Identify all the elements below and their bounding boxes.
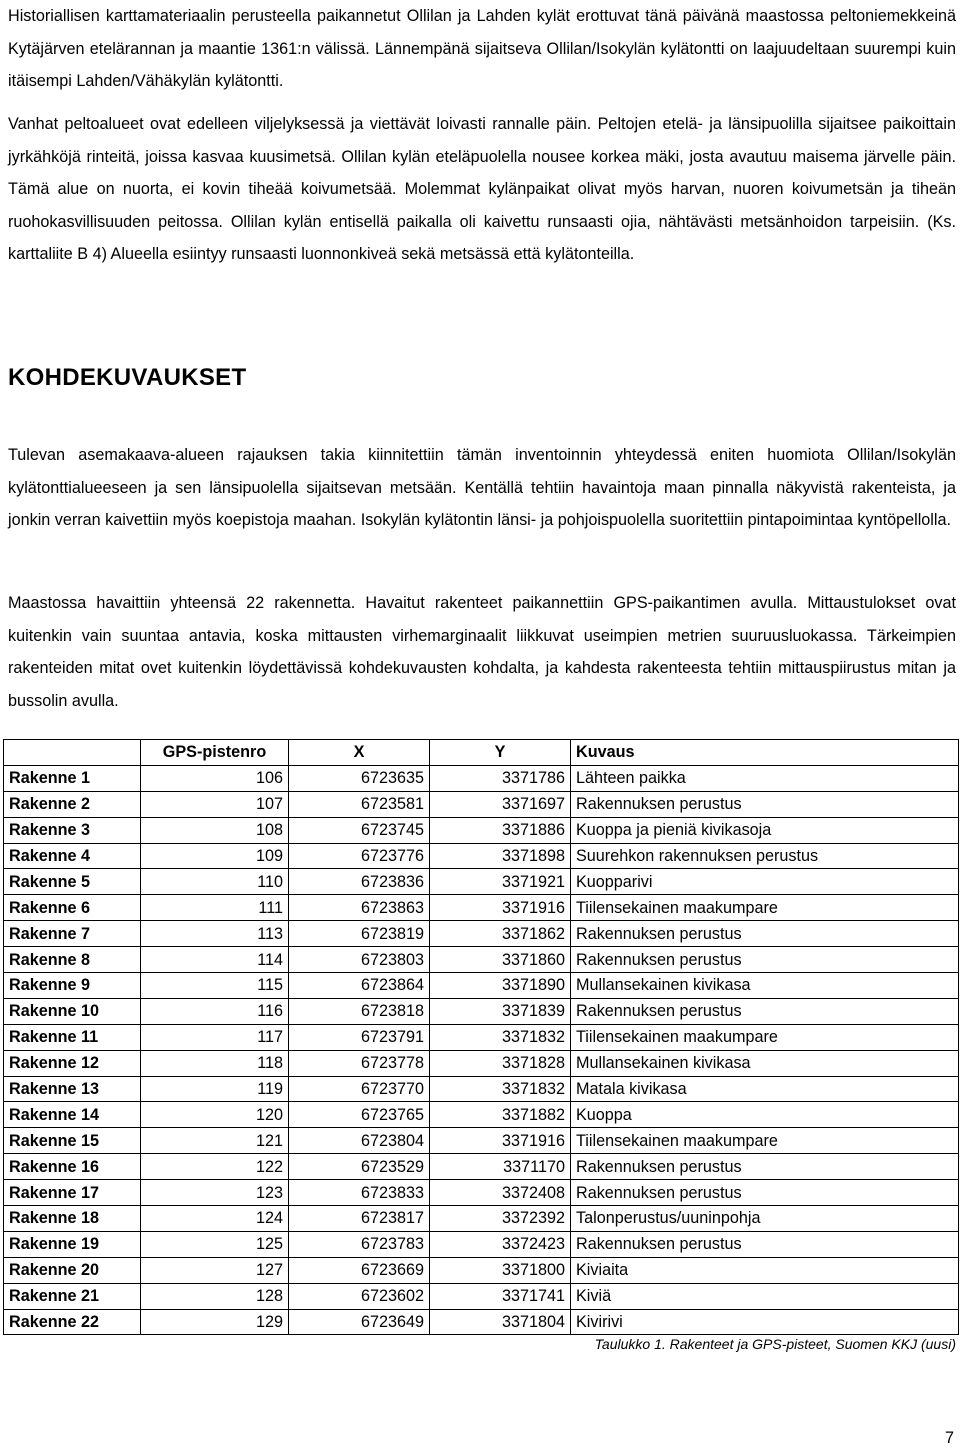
cell-kuvaus: Kiviaita <box>571 1257 959 1283</box>
cell-y: 3371804 <box>430 1309 571 1335</box>
table-row <box>4 1102 959 1128</box>
table-body <box>4 765 959 1335</box>
paragraph-intro: Historiallisen karttamateriaalin perusteella paikannetut Ollilan ja Lahden kylät erottuvat tänä päivänä maastossa peltoniemekkeinä Kytäjärven etelärannan ja maantie 1361:n välissä. Lännempänä sijaitseva Ollilan/Isokylän kylätontti on laajuudeltaan suurempi kuin itäisempi Lahden/Vähäkylän kylätontti. <box>8 7 956 90</box>
cell-gps: 115 <box>141 973 289 999</box>
cell-kuvaus: Rakennuksen perustus <box>571 998 959 1024</box>
cell-name: Rakenne 3 <box>4 817 141 843</box>
table-row <box>4 1180 959 1206</box>
cell-x: 6723863 <box>289 895 430 921</box>
cell-gps: 114 <box>141 947 289 973</box>
table-row <box>4 1231 959 1257</box>
cell-kuvaus: Tiilensekainen maakumpare <box>571 1128 959 1154</box>
cell-kuvaus: Tiilensekainen maakumpare <box>571 1024 959 1050</box>
cell-name: Rakenne 11 <box>4 1024 141 1050</box>
table-header-row <box>4 740 959 766</box>
cell-x: 6723833 <box>289 1180 430 1206</box>
cell-name: Rakenne 7 <box>4 921 141 947</box>
cell-y: 3372408 <box>430 1180 571 1206</box>
cell-kuvaus: Tiilensekainen maakumpare <box>571 895 959 921</box>
cell-gps: 127 <box>141 1257 289 1283</box>
cell-y: 3371832 <box>430 1024 571 1050</box>
cell-gps: 107 <box>141 791 289 817</box>
cell-gps: 108 <box>141 817 289 843</box>
table-row <box>4 1206 959 1232</box>
table-row <box>4 765 959 791</box>
table-row <box>4 921 959 947</box>
cell-gps: 122 <box>141 1154 289 1180</box>
cell-gps: 129 <box>141 1309 289 1335</box>
cell-x: 6723635 <box>289 765 430 791</box>
table-row <box>4 869 959 895</box>
cell-x: 6723804 <box>289 1128 430 1154</box>
cell-kuvaus: Kiviä <box>571 1283 959 1309</box>
cell-y: 3371898 <box>430 843 571 869</box>
cell-y: 3371882 <box>430 1102 571 1128</box>
table-row <box>4 1128 959 1154</box>
cell-x: 6723745 <box>289 817 430 843</box>
table-row <box>4 973 959 999</box>
cell-name: Rakenne 12 <box>4 1050 141 1076</box>
cell-name: Rakenne 8 <box>4 947 141 973</box>
cell-kuvaus: Kivirivi <box>571 1309 959 1335</box>
cell-y: 3372392 <box>430 1206 571 1232</box>
cell-kuvaus: Kuoppa <box>571 1102 959 1128</box>
cell-gps: 116 <box>141 998 289 1024</box>
header-x: X <box>289 740 430 766</box>
cell-kuvaus: Rakennuksen perustus <box>571 947 959 973</box>
cell-gps: 118 <box>141 1050 289 1076</box>
cell-kuvaus: Kuoppa ja pieniä kivikasoja <box>571 817 959 843</box>
cell-gps: 120 <box>141 1102 289 1128</box>
cell-x: 6723581 <box>289 791 430 817</box>
cell-gps: 111 <box>141 895 289 921</box>
cell-gps: 113 <box>141 921 289 947</box>
table-row <box>4 1050 959 1076</box>
cell-y: 3371839 <box>430 998 571 1024</box>
cell-x: 6723649 <box>289 1309 430 1335</box>
cell-kuvaus: Rakennuksen perustus <box>571 1231 959 1257</box>
header-gps: GPS-pistenro <box>141 740 289 766</box>
cell-name: Rakenne 19 <box>4 1231 141 1257</box>
cell-x: 6723776 <box>289 843 430 869</box>
table-row <box>4 1024 959 1050</box>
header-empty <box>4 740 141 766</box>
cell-y: 3371921 <box>430 869 571 895</box>
cell-y: 3371741 <box>430 1283 571 1309</box>
section-heading: KOHDEKUVAUKSET <box>8 364 247 391</box>
cell-x: 6723817 <box>289 1206 430 1232</box>
cell-x: 6723602 <box>289 1283 430 1309</box>
table-row <box>4 817 959 843</box>
cell-name: Rakenne 9 <box>4 973 141 999</box>
cell-kuvaus: Suurehkon rakennuksen perustus <box>571 843 959 869</box>
cell-y: 3371697 <box>430 791 571 817</box>
cell-gps: 123 <box>141 1180 289 1206</box>
paragraph-structures: Maastossa havaittiin yhteensä 22 rakennetta. Havaitut rakenteet paikannettiin GPS-paikantimen avulla. Mittaustulokset ovat kuitenkin vain suuntaa antavia, koska mittausten virhemarginaalit liikkuvat useimpien metrien suuruusluokassa. Tärkeimpien rakenteiden mitat ovet kuitenkin löydettävissä kohdekuvausten kohdalta, ja kahdesta rakenteesta tehtiin mittauspiirustus mitan ja bussolin avulla. <box>8 594 956 710</box>
cell-y: 3371890 <box>430 973 571 999</box>
cell-name: Rakenne 13 <box>4 1076 141 1102</box>
cell-x: 6723778 <box>289 1050 430 1076</box>
cell-gps: 117 <box>141 1024 289 1050</box>
header-y: Y <box>430 740 571 766</box>
cell-x: 6723818 <box>289 998 430 1024</box>
cell-x: 6723864 <box>289 973 430 999</box>
cell-name: Rakenne 16 <box>4 1154 141 1180</box>
table-row <box>4 998 959 1024</box>
cell-gps: 124 <box>141 1206 289 1232</box>
cell-name: Rakenne 5 <box>4 869 141 895</box>
cell-gps: 121 <box>141 1128 289 1154</box>
cell-name: Rakenne 1 <box>4 765 141 791</box>
cell-y: 3371800 <box>430 1257 571 1283</box>
cell-y: 3371860 <box>430 947 571 973</box>
table-row <box>4 947 959 973</box>
cell-name: Rakenne 17 <box>4 1180 141 1206</box>
table-row <box>4 1257 959 1283</box>
cell-x: 6723529 <box>289 1154 430 1180</box>
paragraph-landscape: Vanhat peltoalueet ovat edelleen viljelyksessä ja viettävät loivasti rannalle päin. Peltojen etelä- ja länsipuolilla sijaitsee paikoittain jyrkähköjä rinteitä, joissa kasvaa kuusimetsä. Ollilan kylän eteläpuolella nousee korkea mäki, josta avautuu maisema järvelle päin. Tämä alue on nuorta, ei kovin tiheää koivumetsää. Molemmat kylänpaikat olivat myös harvan, nuoren koivumetsän ja tiheän ruohokasvillisuuden peitossa. Ollilan kylän entisellä paikalla oli kaivettu runsaasti ojia, nähtävästi metsänhoidon tarpeisiin. (Ks. karttaliite B 4) Alueella esiintyy runsaasti luonnonkiveä sekä metsässä että kylätonteilla. <box>8 115 956 263</box>
table-row <box>4 791 959 817</box>
cell-name: Rakenne 10 <box>4 998 141 1024</box>
cell-x: 6723836 <box>289 869 430 895</box>
cell-name: Rakenne 14 <box>4 1102 141 1128</box>
cell-name: Rakenne 22 <box>4 1309 141 1335</box>
cell-kuvaus: Rakennuksen perustus <box>571 1154 959 1180</box>
cell-name: Rakenne 4 <box>4 843 141 869</box>
table-row <box>4 1076 959 1102</box>
cell-kuvaus: Rakennuksen perustus <box>571 791 959 817</box>
cell-kuvaus: Kuopparivi <box>571 869 959 895</box>
table-row <box>4 1283 959 1309</box>
header-kuvaus: Kuvaus <box>571 740 959 766</box>
cell-gps: 110 <box>141 869 289 895</box>
cell-x: 6723783 <box>289 1231 430 1257</box>
cell-x: 6723765 <box>289 1102 430 1128</box>
cell-y: 3372423 <box>430 1231 571 1257</box>
cell-gps: 119 <box>141 1076 289 1102</box>
paragraph-focus-area: Tulevan asemakaava-alueen rajauksen takia kiinnitettiin tämän inventoinnin yhteydessä eniten huomiota Ollilan/Isokylän kylätonttialueeseen ja sen länsipuolella sijaitsevan metsään. Kentällä tehtiin havaintoja maan pinnalla näkyvistä rakenteista, ja jonkin verran kaivettiin myös koepistoja maahan. Isokylän kylätontin länsi- ja pohjoispuolella suoritettiin pintapoimintaa kyntöpellolla. <box>8 446 956 529</box>
cell-kuvaus: Matala kivikasa <box>571 1076 959 1102</box>
cell-name: Rakenne 6 <box>4 895 141 921</box>
cell-name: Rakenne 15 <box>4 1128 141 1154</box>
page-number: 7 <box>944 1429 954 1447</box>
cell-name: Rakenne 20 <box>4 1257 141 1283</box>
cell-y: 3371828 <box>430 1050 571 1076</box>
cell-x: 6723669 <box>289 1257 430 1283</box>
cell-y: 3371862 <box>430 921 571 947</box>
cell-x: 6723819 <box>289 921 430 947</box>
table-row <box>4 1309 959 1335</box>
cell-kuvaus: Talonperustus/uuninpohja <box>571 1206 959 1232</box>
cell-gps: 128 <box>141 1283 289 1309</box>
cell-x: 6723803 <box>289 947 430 973</box>
table-row <box>4 895 959 921</box>
cell-y: 3371886 <box>430 817 571 843</box>
structures-table <box>3 739 959 1335</box>
cell-kuvaus: Mullansekainen kivikasa <box>571 973 959 999</box>
table-row <box>4 1154 959 1180</box>
cell-y: 3371916 <box>430 895 571 921</box>
cell-y: 3371170 <box>430 1154 571 1180</box>
cell-y: 3371786 <box>430 765 571 791</box>
cell-kuvaus: Rakennuksen perustus <box>571 921 959 947</box>
cell-kuvaus: Lähteen paikka <box>571 765 959 791</box>
cell-name: Rakenne 18 <box>4 1206 141 1232</box>
cell-gps: 125 <box>141 1231 289 1257</box>
cell-x: 6723770 <box>289 1076 430 1102</box>
cell-kuvaus: Rakennuksen perustus <box>571 1180 959 1206</box>
table-row <box>4 843 959 869</box>
cell-gps: 109 <box>141 843 289 869</box>
cell-gps: 106 <box>141 765 289 791</box>
cell-name: Rakenne 2 <box>4 791 141 817</box>
cell-y: 3371916 <box>430 1128 571 1154</box>
cell-name: Rakenne 21 <box>4 1283 141 1309</box>
cell-kuvaus: Mullansekainen kivikasa <box>571 1050 959 1076</box>
cell-x: 6723791 <box>289 1024 430 1050</box>
cell-y: 3371832 <box>430 1076 571 1102</box>
table-caption: Taulukko 1. Rakenteet ja GPS-pisteet, Suomen KKJ (uusi) <box>594 1336 956 1352</box>
